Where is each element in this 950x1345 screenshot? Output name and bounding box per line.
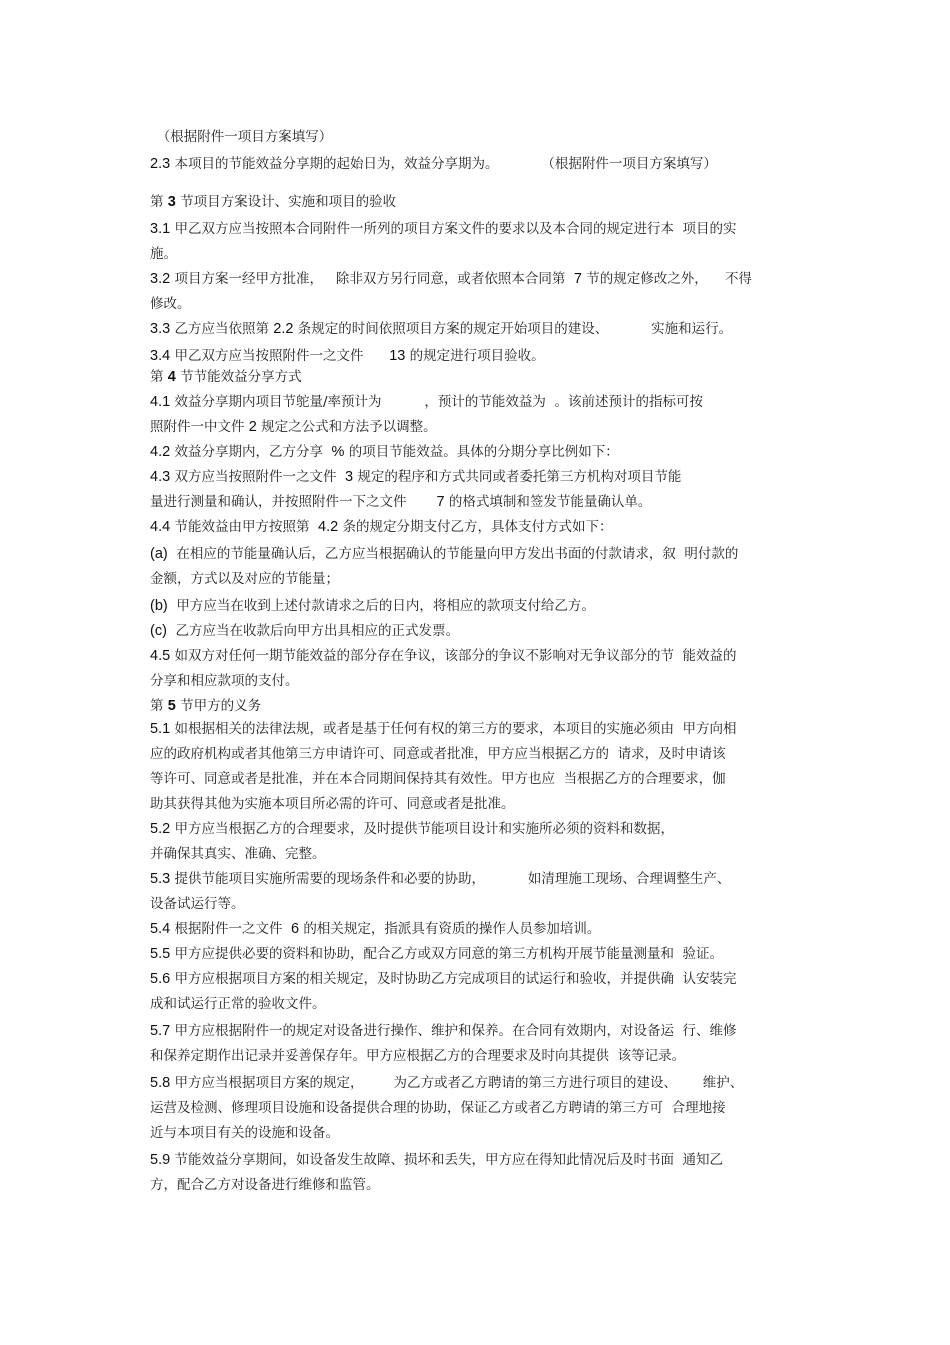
text-line [150, 795, 515, 813]
text-run: 节能效益分享期间，如设备发生故障、损坏和丢失，甲方应在得知此情况后及时书面 通知乙 [170, 1152, 724, 1168]
clause-number: 2.2 [273, 321, 294, 337]
text-run: 方，配合乙方对设备进行维修和监管。 [150, 1177, 380, 1193]
text-line [150, 1151, 723, 1169]
clause-number: 5.9 [150, 1152, 171, 1168]
text-line [150, 920, 600, 938]
text-line [150, 270, 752, 288]
text-run: 项目方案一经甲方批准， 除非双方另行同意，或者依照本合同第 [170, 271, 574, 287]
text-run: 节能效益由甲方按照第 [170, 519, 319, 535]
clause-number: 4.5 [150, 648, 171, 664]
text-line [150, 697, 261, 715]
text-run: 的项目节能效益。具体的分期分享比例如下： [344, 444, 619, 460]
text-run: 分享和相应款项的支付。 [150, 673, 299, 689]
text-run: 节节能效益分享方式 [175, 369, 302, 385]
text-line [150, 368, 302, 386]
text-line [150, 970, 737, 988]
text-run: 甲方应当根据项目方案的规定， 为乙方或者乙方聘请的第三方进行项目的建设、 维护、 [170, 1075, 744, 1091]
clause-number: 3.3 [150, 321, 171, 337]
text-run: 成和试运行正常的验收文件。 [150, 996, 326, 1012]
text-line [150, 128, 332, 146]
text-run: 条规定的时间依照项目方案的规定开始项目的建设、 实施和运行。 [293, 321, 733, 337]
text-run: 甲乙双方应当按照本合同附件一所列的项目方案文件的要求以及本合同的规定进行本 项目的实 [170, 221, 737, 237]
clause-number: 5.4 [150, 921, 171, 937]
text-run: 条的规定分期支付乙方，具体支付方式如下： [338, 519, 613, 535]
clause-number: 5.5 [150, 946, 171, 962]
text-run: 节的规定修改之外， 不得 [582, 271, 752, 287]
text-run: 应的政府机构或者其他第三方申请许可、同意或者批准，甲方应当根据乙方的 请求，及时申请该 [150, 746, 726, 762]
text-run: 规定之公式和方法予以调整。 [256, 419, 437, 435]
text-line [150, 245, 177, 263]
text-line [150, 347, 545, 365]
text-run: 在相应的节能量确认后，乙方应当根据确认的节能量向甲方发出书面的付款请求，叙 明付款的 [167, 546, 739, 562]
text-line [150, 845, 326, 863]
clause-number: 4.3 [150, 469, 171, 485]
text-line [150, 393, 703, 411]
text-run: 乙方应当在收款后向甲方出具相应的正式发票。 [166, 623, 460, 639]
text-line [150, 770, 726, 788]
text-line [150, 295, 191, 313]
text-line [150, 1099, 726, 1117]
clause-number: 6 [291, 921, 300, 937]
text-run: 和保养定期作出记录并妥善保存年。甲方应根据乙方的合理要求及时向其提供 该等记录。 [150, 1048, 686, 1064]
text-run: 规定的程序和方式共同或者委托第三方机构对项目节能 [353, 469, 682, 485]
clause-number: 2 [248, 419, 257, 435]
text-line [150, 220, 737, 238]
section-number: 5 [167, 698, 176, 714]
text-line [150, 895, 245, 913]
text-line [150, 820, 674, 838]
clause-number: 4.2 [318, 519, 339, 535]
text-run: 根据附件一之文件 [170, 921, 292, 937]
clause-number: 3.4 [150, 348, 171, 364]
text-run: 甲方应当在收到上述付款请求之后的日内，将相应的款项支付给乙方。 [167, 598, 595, 614]
text-run: 甲方应当根据乙方的合理要求，及时提供节能项目设计和实施所必须的资料和数据， [170, 821, 674, 837]
text-run: 等许可、同意或者是批准，并在本合同期间保持其有效性。甲方也应 当根据乙方的合理要求，伽 [150, 771, 726, 787]
text-run: 第 [150, 194, 168, 210]
text-run: 近与本项目有关的设施和设备。 [150, 1125, 339, 1141]
text-line [150, 570, 339, 588]
text-run: 节项目方案设计、实施和项目的验收 [175, 194, 397, 210]
clause-number: % [331, 444, 345, 460]
text-run: 效益分享期内，乙方分享 [170, 444, 332, 460]
text-run: 甲乙双方应当按照附件一之文件 [170, 348, 390, 364]
text-line [150, 622, 459, 640]
text-line [150, 1074, 743, 1092]
clause-number: 4.1 [150, 394, 171, 410]
clause-number: 7 [436, 494, 445, 510]
text-run: 本项目的节能效益分享期的起始日为，效益分享期为。 （根据附件一项目方案填写） [170, 156, 717, 172]
clause-number: 4.4 [150, 519, 171, 535]
text-run: 效益分享期内项目节鸵量/率预计为 ，预计的节能效益为 。该前述预计的指标可按 [170, 394, 704, 410]
text-line [150, 193, 396, 211]
text-run: （根据附件一项目方案填写） [150, 129, 333, 145]
text-run: 如根据相关的法律法规，或者是基于任何有权的第三方的要求，本项目的实施必须由 甲方向相 [170, 721, 737, 737]
text-run: 的相关规定，指派具有资质的操作人员参加培训。 [299, 921, 601, 937]
text-run: 第 [150, 698, 168, 714]
text-run: 的格式填制和签发节能量确认单。 [444, 494, 652, 510]
text-run: 双方应当按照附件一之文件 [170, 469, 346, 485]
text-line [150, 745, 726, 763]
text-run: 设备试运行等。 [150, 896, 245, 912]
clause-number: 5.7 [150, 1023, 171, 1039]
clause-number: (b) [150, 598, 168, 614]
text-run: 甲方应根据项目方案的相关规定，及时协助乙方完成项目的试运行和验收，并提供确 认安装完 [170, 971, 737, 987]
text-run: 如双方对任何一期节能效益的部分存在争议，该部分的争议不影响对无争议部分的节 能效益的 [170, 648, 737, 664]
clause-number: (c) [150, 623, 167, 639]
text-run: 并确保其真实、准确、完整。 [150, 846, 326, 862]
text-run: 甲方应提供必要的资料和协助，配合乙方或双方同意的第三方机构开展节能量测量和 验证。 [170, 946, 724, 962]
text-line [150, 545, 738, 563]
text-run: 提供节能项目实施所需要的现场条件和必要的协助， 如清理施工现场、合理调整生产、 [170, 871, 731, 887]
text-run: 修改。 [150, 296, 191, 312]
text-run: 第 [150, 369, 168, 385]
text-line [150, 493, 651, 511]
text-line [150, 1124, 339, 1142]
text-run: 节甲方的义务 [175, 698, 262, 714]
text-line [150, 870, 730, 888]
clause-number: 5.2 [150, 821, 171, 837]
text-run: 的规定进行项目验收。 [405, 348, 545, 364]
clause-number: 5.3 [150, 871, 171, 887]
text-line [150, 468, 681, 486]
text-line [150, 672, 299, 690]
text-line [150, 518, 613, 536]
text-run: 运营及检测、修理项目设施和设备提供合理的协助，保证乙方或者乙方聘请的第三方可 合理地接 [150, 1100, 726, 1116]
text-run: 助其获得其他为实施本项目所必需的许可、同意或者是批准。 [150, 796, 515, 812]
text-line [150, 1176, 380, 1194]
text-run: 照附件一中文件 [150, 419, 249, 435]
text-run: 乙方应当依照第 [170, 321, 274, 337]
text-run: 施。 [150, 246, 177, 262]
clause-number: 5.1 [150, 721, 171, 737]
clause-number: 5.6 [150, 971, 171, 987]
text-line [150, 320, 732, 338]
clause-number: 2.3 [150, 156, 171, 172]
text-line [150, 995, 326, 1013]
text-run: 量进行测量和确认，并按照附件一下之文件 [150, 494, 437, 510]
text-run: 金额，方式以及对应的节能量； [150, 571, 339, 587]
text-line [150, 1022, 737, 1040]
clause-number: 13 [389, 348, 406, 364]
clause-number: 3 [345, 469, 354, 485]
text-line [150, 597, 595, 615]
clause-number: 3.2 [150, 271, 171, 287]
text-line [150, 647, 737, 665]
clause-number: (a) [150, 546, 168, 562]
clause-number: 5.8 [150, 1075, 171, 1091]
clause-number: 4.2 [150, 444, 171, 460]
section-number: 3 [167, 194, 176, 210]
text-line [150, 945, 723, 963]
text-line [150, 720, 737, 738]
text-line [150, 155, 717, 173]
clause-number: 7 [573, 271, 582, 287]
section-number: 4 [167, 369, 176, 385]
text-line [150, 1047, 685, 1065]
text-run: 甲方应根据附件一的规定对设备进行操作、维护和保养。在合同有效期内，对设备运 行、维修 [170, 1023, 737, 1039]
text-line [150, 418, 437, 436]
clause-number: 3.1 [150, 221, 171, 237]
text-line [150, 443, 619, 461]
